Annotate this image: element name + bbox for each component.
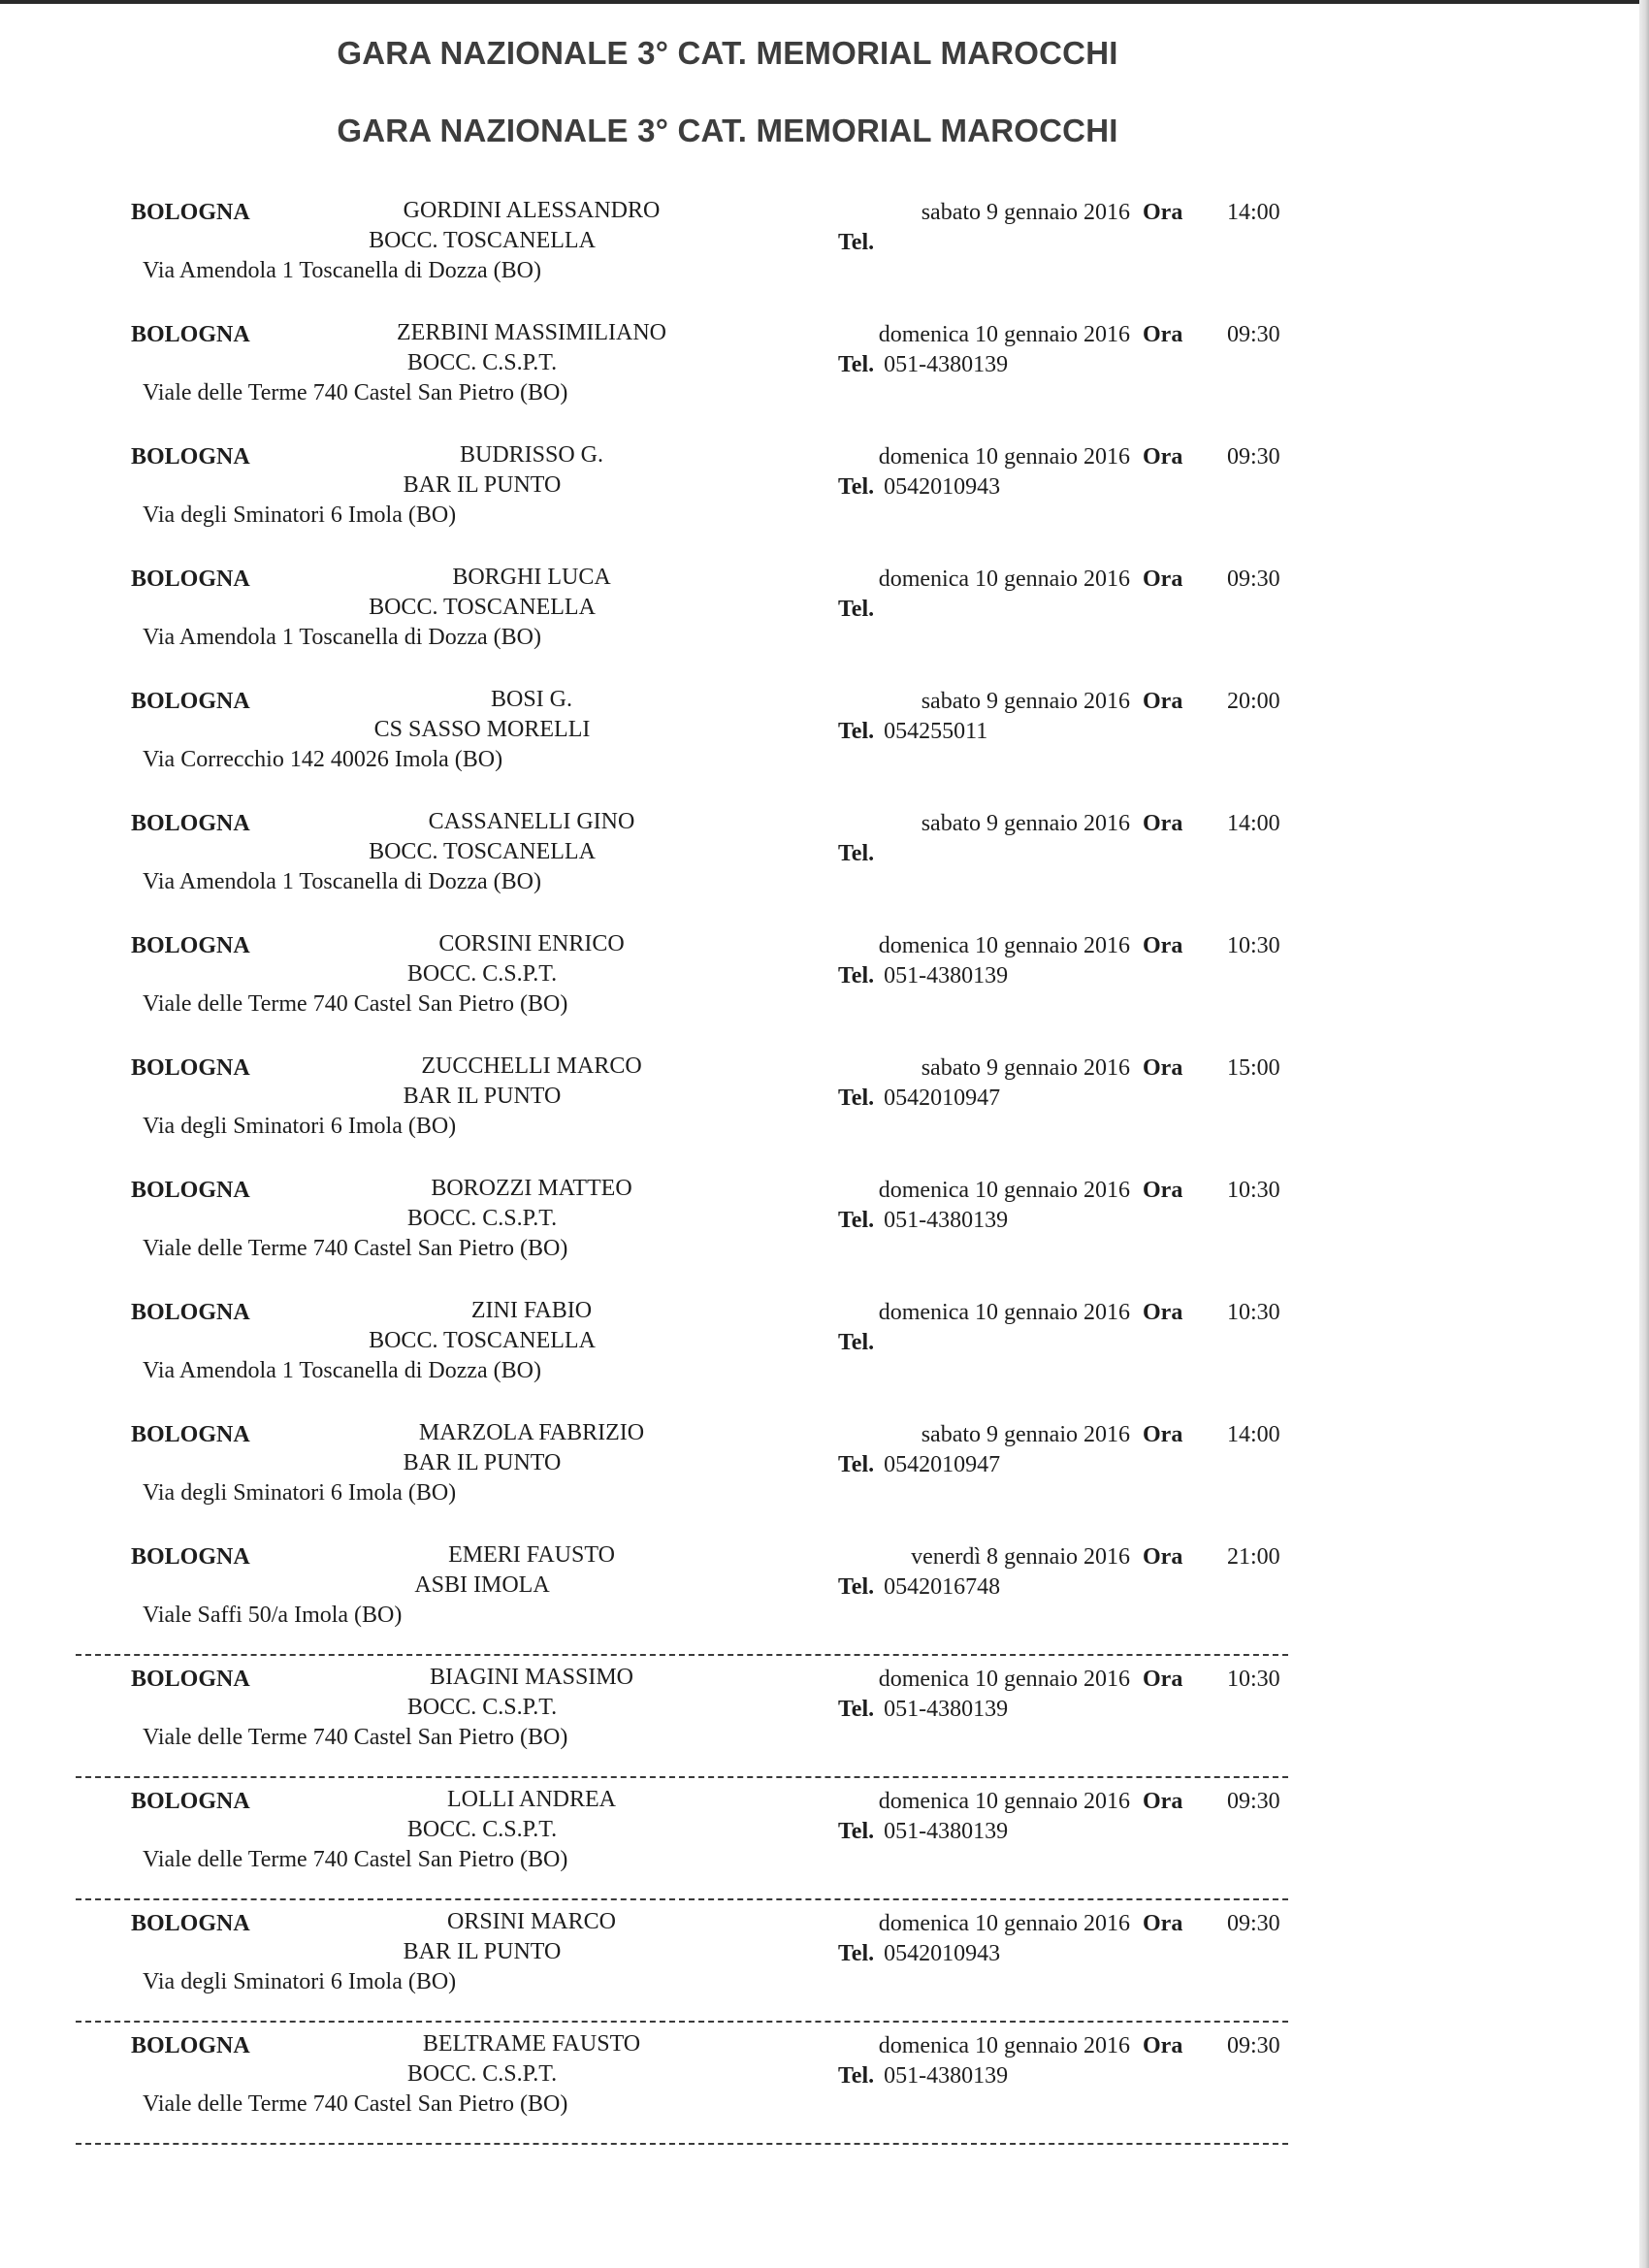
club-name: BOCC. C.S.P.T. <box>406 1695 558 1720</box>
time-label: Ora <box>1143 444 1183 470</box>
list-item <box>0 2025 1649 2148</box>
club-address: Viale delle Terme 740 Castel San Pietro (BO) <box>143 991 568 1017</box>
phone-label: Tel. <box>838 2063 875 2089</box>
player-name: BUDRISSO G. <box>459 442 604 468</box>
time-label: Ora <box>1143 200 1183 225</box>
phone <box>838 839 884 868</box>
club-address: Viale delle Terme 740 Castel San Pietro (BO) <box>143 1725 568 1750</box>
player-name: MARZOLA FABRIZIO <box>418 1420 645 1445</box>
province: BOLOGNA <box>131 689 250 714</box>
page-subtitle: GARA NAZIONALE 3° CAT. MEMORIAL MAROCCHI <box>337 113 1118 148</box>
phone <box>838 961 1008 990</box>
phone-label: Tel. <box>838 841 875 866</box>
club-address: Via degli Sminatori 6 Imola (BO) <box>143 1480 457 1506</box>
time-label: Ora <box>1143 933 1183 958</box>
player-name: BIAGINI MASSIMO <box>429 1665 634 1690</box>
scan-edge-top <box>0 0 1649 4</box>
list-item <box>0 559 1649 681</box>
province: BOLOGNA <box>131 200 250 225</box>
list-item <box>0 1414 1649 1537</box>
province: BOLOGNA <box>131 1544 250 1570</box>
club-name: BOCC. TOSCANELLA <box>369 839 596 864</box>
club-address: Via Amendola 1 Toscanella di Dozza (BO) <box>143 625 541 650</box>
dashed-separator <box>76 1776 1288 1778</box>
player-name: CORSINI ENRICO <box>438 931 625 956</box>
match-time: 14:00 <box>1227 200 1280 225</box>
time-label: Ora <box>1143 1789 1183 1814</box>
phone <box>838 1450 1000 1479</box>
phone-number: 051-4380139 <box>884 963 1009 988</box>
club-name: BOCC. TOSCANELLA <box>369 595 596 620</box>
list-item <box>0 925 1649 1048</box>
phone <box>838 1206 1008 1235</box>
province: BOLOGNA <box>131 1055 250 1081</box>
player-name: ZUCCHELLI MARCO <box>421 1053 642 1079</box>
club-address: Viale Saffi 50/a Imola (BO) <box>143 1603 403 1628</box>
list-item <box>0 314 1649 437</box>
phone-number: 0542010947 <box>884 1085 1001 1111</box>
time-label: Ora <box>1143 1300 1183 1325</box>
club-address: Via Amendola 1 Toscanella di Dozza (BO) <box>143 258 541 283</box>
phone-label: Tel. <box>838 963 875 988</box>
phone <box>838 1695 1008 1724</box>
phone-label: Tel. <box>838 1452 875 1477</box>
time-label: Ora <box>1143 2033 1183 2058</box>
phone <box>838 1817 1008 1846</box>
phone-label: Tel. <box>838 1941 875 1966</box>
player-name: BORGHI LUCA <box>452 565 611 590</box>
match-time: 10:30 <box>1227 1178 1280 1203</box>
list-item <box>0 192 1649 314</box>
time-label: Ora <box>1143 1422 1183 1447</box>
phone-number: 0542016748 <box>884 1574 1001 1600</box>
match-time: 09:30 <box>1227 567 1280 592</box>
dashed-separator <box>76 2021 1288 2023</box>
match-time: 20:00 <box>1227 689 1280 714</box>
match-time: 09:30 <box>1227 444 1280 470</box>
list-item <box>0 1170 1649 1292</box>
phone <box>838 228 884 257</box>
list-item <box>0 1537 1649 1659</box>
match-time: 09:30 <box>1227 322 1280 347</box>
player-name: BELTRAME FAUSTO <box>422 2031 641 2057</box>
match-date: domenica 10 gennaio 2016 <box>878 1178 1130 1203</box>
phone-number: 0542010947 <box>884 1452 1001 1477</box>
match-time: 21:00 <box>1227 1544 1280 1570</box>
phone <box>838 350 1008 379</box>
match-date: domenica 10 gennaio 2016 <box>878 322 1130 347</box>
province: BOLOGNA <box>131 2033 250 2058</box>
match-time: 09:30 <box>1227 1911 1280 1936</box>
club-name: BOCC. TOSCANELLA <box>369 228 596 253</box>
province: BOLOGNA <box>131 1911 250 1936</box>
match-time: 09:30 <box>1227 2033 1280 2058</box>
list-item <box>0 1903 1649 2025</box>
phone-number: 0542010943 <box>884 1941 1001 1966</box>
phone-number: 051-4380139 <box>884 352 1009 377</box>
club-name: BOCC. C.S.P.T. <box>406 1206 558 1231</box>
phone <box>838 2061 1008 2090</box>
match-date: domenica 10 gennaio 2016 <box>878 1789 1130 1814</box>
match-time: 10:30 <box>1227 1300 1280 1325</box>
phone <box>838 1328 884 1357</box>
province: BOLOGNA <box>131 1178 250 1203</box>
player-name: EMERI FAUSTO <box>448 1542 615 1568</box>
club-address: Via degli Sminatori 6 Imola (BO) <box>143 502 457 528</box>
phone-label: Tel. <box>838 597 875 622</box>
match-date: sabato 9 gennaio 2016 <box>921 811 1130 836</box>
club-address: Via degli Sminatori 6 Imola (BO) <box>143 1969 457 1994</box>
player-name: LOLLI ANDREA <box>447 1787 616 1812</box>
phone-label: Tel. <box>838 719 875 744</box>
phone-number: 051-4380139 <box>884 1208 1009 1233</box>
player-name: ZERBINI MASSIMILIANO <box>397 320 666 345</box>
entries-list <box>0 192 1649 2148</box>
list-item <box>0 803 1649 925</box>
phone-label: Tel. <box>838 474 875 500</box>
match-date: domenica 10 gennaio 2016 <box>878 1911 1130 1936</box>
phone-number: 054255011 <box>884 719 988 744</box>
phone <box>838 472 1000 502</box>
player-name: BOSI G. <box>490 687 573 712</box>
page-title: GARA NAZIONALE 3° CAT. MEMORIAL MAROCCHI <box>337 35 1118 71</box>
player-name: GORDINI ALESSANDRO <box>403 198 661 223</box>
time-label: Ora <box>1143 1667 1183 1692</box>
list-item <box>0 681 1649 803</box>
club-name: BOCC. C.S.P.T. <box>406 961 558 987</box>
club-name: BOCC. C.S.P.T. <box>406 2061 558 2087</box>
phone-number: 051-4380139 <box>884 1697 1009 1722</box>
match-date: domenica 10 gennaio 2016 <box>878 2033 1130 2058</box>
province: BOLOGNA <box>131 1422 250 1447</box>
phone-number: 0542010943 <box>884 474 1001 500</box>
phone <box>838 1572 1000 1602</box>
phone-label: Tel. <box>838 230 875 255</box>
phone-label: Tel. <box>838 1819 875 1844</box>
list-item <box>0 1292 1649 1414</box>
match-time: 10:30 <box>1227 933 1280 958</box>
list-item <box>0 1659 1649 1781</box>
match-date: domenica 10 gennaio 2016 <box>878 567 1130 592</box>
club-name: BAR IL PUNTO <box>403 1939 562 1964</box>
match-date: domenica 10 gennaio 2016 <box>878 1667 1130 1692</box>
match-date: sabato 9 gennaio 2016 <box>921 1055 1130 1081</box>
time-label: Ora <box>1143 689 1183 714</box>
match-date: domenica 10 gennaio 2016 <box>878 444 1130 470</box>
club-name: BAR IL PUNTO <box>403 1450 562 1475</box>
club-name: ASBI IMOLA <box>414 1572 550 1598</box>
club-address: Via Amendola 1 Toscanella di Dozza (BO) <box>143 869 541 894</box>
match-time: 09:30 <box>1227 1789 1280 1814</box>
club-name: BAR IL PUNTO <box>403 1084 562 1109</box>
club-address: Via Correcchio 142 40026 Imola (BO) <box>143 747 503 772</box>
phone <box>838 1939 1000 1968</box>
phone <box>838 717 987 746</box>
time-label: Ora <box>1143 1544 1183 1570</box>
club-address: Via Amendola 1 Toscanella di Dozza (BO) <box>143 1358 541 1383</box>
match-date: sabato 9 gennaio 2016 <box>921 689 1130 714</box>
dashed-separator <box>76 1654 1288 1656</box>
match-date: sabato 9 gennaio 2016 <box>921 200 1130 225</box>
province: BOLOGNA <box>131 567 250 592</box>
match-time: 10:30 <box>1227 1667 1280 1692</box>
province: BOLOGNA <box>131 933 250 958</box>
province: BOLOGNA <box>131 322 250 347</box>
list-item <box>0 1048 1649 1170</box>
match-time: 14:00 <box>1227 811 1280 836</box>
time-label: Ora <box>1143 811 1183 836</box>
phone <box>838 595 884 624</box>
province: BOLOGNA <box>131 811 250 836</box>
phone-label: Tel. <box>838 1697 875 1722</box>
phone-label: Tel. <box>838 1208 875 1233</box>
list-item <box>0 437 1649 559</box>
club-name: BAR IL PUNTO <box>403 472 562 498</box>
player-name: CASSANELLI GINO <box>428 809 635 834</box>
club-name: BOCC. C.S.P.T. <box>406 1817 558 1842</box>
time-label: Ora <box>1143 1055 1183 1081</box>
match-date: domenica 10 gennaio 2016 <box>878 1300 1130 1325</box>
player-name: ORSINI MARCO <box>446 1909 617 1934</box>
match-date: sabato 9 gennaio 2016 <box>921 1422 1130 1447</box>
club-name: BOCC. TOSCANELLA <box>369 1328 596 1353</box>
time-label: Ora <box>1143 322 1183 347</box>
time-label: Ora <box>1143 1178 1183 1203</box>
club-address: Viale delle Terme 740 Castel San Pietro (BO) <box>143 1847 568 1872</box>
province: BOLOGNA <box>131 1667 250 1692</box>
dashed-separator <box>76 2143 1288 2145</box>
phone-number: 051-4380139 <box>884 2063 1009 2089</box>
player-name: BOROZZI MATTEO <box>431 1176 632 1201</box>
club-name: BOCC. C.S.P.T. <box>406 350 558 375</box>
time-label: Ora <box>1143 1911 1183 1936</box>
province: BOLOGNA <box>131 1789 250 1814</box>
club-address: Via degli Sminatori 6 Imola (BO) <box>143 1114 457 1139</box>
phone-label: Tel. <box>838 1330 875 1355</box>
dashed-separator <box>76 1898 1288 1900</box>
phone-number: 051-4380139 <box>884 1819 1009 1844</box>
province: BOLOGNA <box>131 444 250 470</box>
phone-label: Tel. <box>838 352 875 377</box>
player-name: ZINI FABIO <box>470 1298 593 1323</box>
list-item <box>0 1781 1649 1903</box>
club-address: Viale delle Terme 740 Castel San Pietro (BO) <box>143 2091 568 2117</box>
match-time: 15:00 <box>1227 1055 1280 1081</box>
club-address: Viale delle Terme 740 Castel San Pietro (BO) <box>143 380 568 405</box>
phone <box>838 1084 1000 1113</box>
club-name: CS SASSO MORELLI <box>373 717 591 742</box>
match-date: venerdì 8 gennaio 2016 <box>911 1544 1130 1570</box>
match-date: domenica 10 gennaio 2016 <box>878 933 1130 958</box>
province: BOLOGNA <box>131 1300 250 1325</box>
time-label: Ora <box>1143 567 1183 592</box>
club-address: Viale delle Terme 740 Castel San Pietro (BO) <box>143 1236 568 1261</box>
phone-label: Tel. <box>838 1574 875 1600</box>
phone-label: Tel. <box>838 1085 875 1111</box>
match-time: 14:00 <box>1227 1422 1280 1447</box>
